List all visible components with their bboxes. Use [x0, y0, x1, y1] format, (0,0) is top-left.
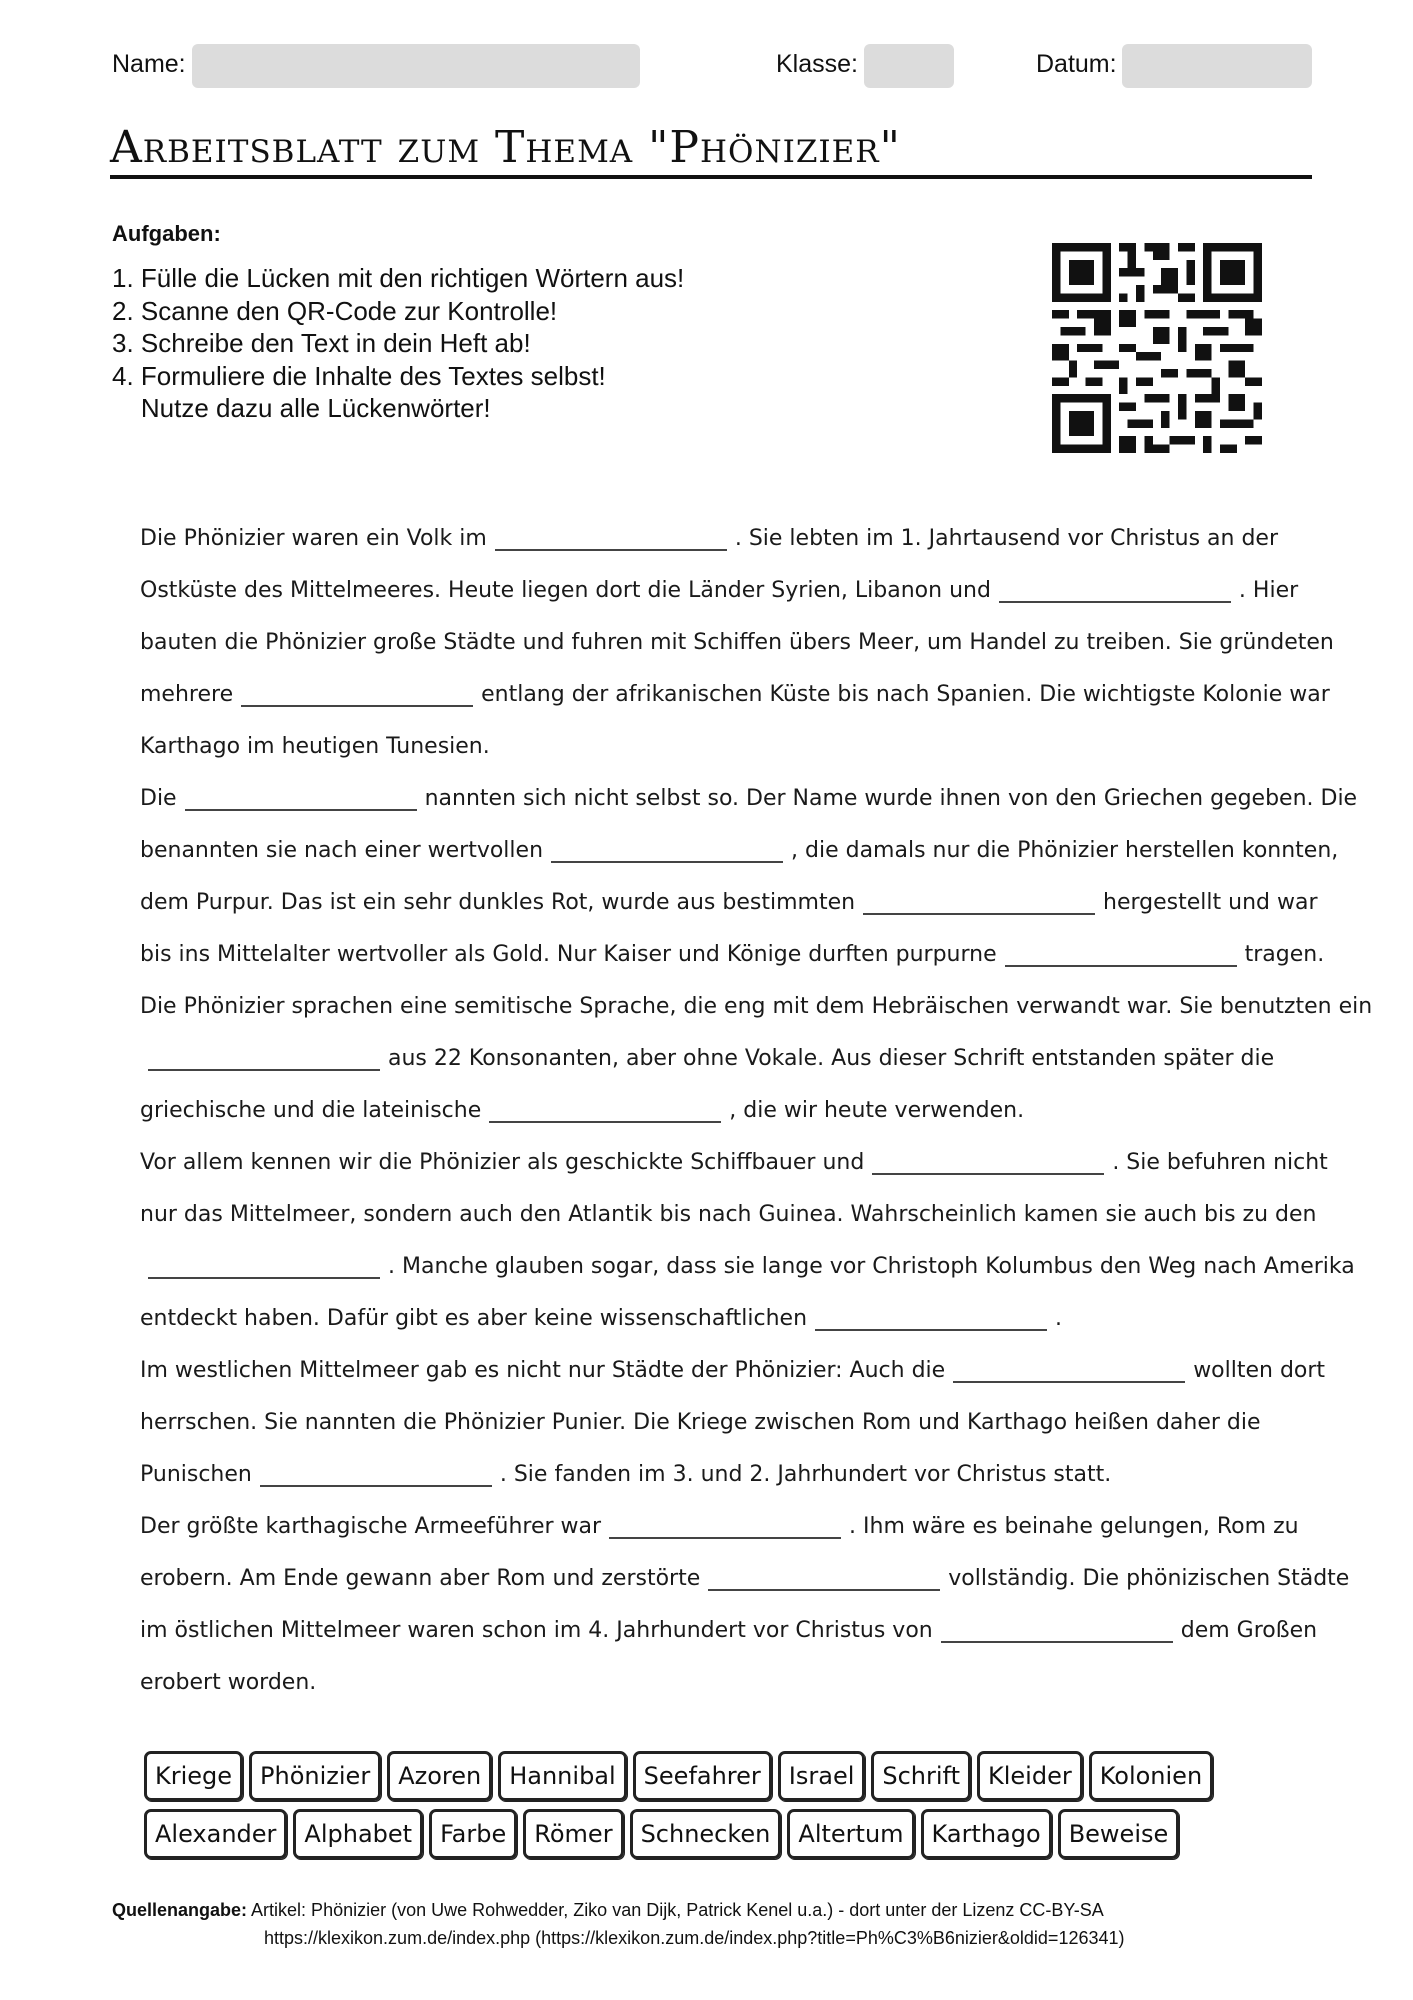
word-chip[interactable]: Alexander [144, 1809, 287, 1859]
cloze-text-segment: . Ihm wäre es beinahe gelungen, Rom zu [849, 1514, 1299, 1539]
aufgaben-label: Aufgaben: [112, 221, 221, 246]
cloze-line [140, 1397, 1290, 1449]
qr-code-icon[interactable] [1052, 243, 1262, 453]
cloze-text-segment: . Sie lebten im 1. Jahrtausend vor Christus an der [734, 526, 1278, 551]
name-field[interactable] [192, 44, 640, 88]
cloze-line [140, 1293, 1290, 1345]
cloze-line [140, 1241, 1355, 1293]
blank-field[interactable] [489, 1093, 721, 1123]
cloze-line [140, 1501, 1299, 1553]
cloze-text [140, 513, 1373, 1709]
cloze-text-segment: erobern. Am Ende gewann aber Rom und zerstörte [140, 1566, 701, 1591]
blank-field[interactable] [863, 885, 1095, 915]
word-chip[interactable]: Römer [523, 1809, 623, 1859]
cloze-text-segment: . Sie befuhren nicht [1112, 1150, 1328, 1175]
cloze-text-segment: dem Purpur. Das ist ein sehr dunkles Rot, wurde aus bestimmten [140, 890, 856, 915]
word-chip[interactable]: Alphabet [293, 1809, 423, 1859]
blank-field[interactable] [148, 1041, 380, 1071]
task-item: Nutze dazu alle Lückenwörter! [112, 393, 491, 423]
cloze-line [140, 721, 1290, 773]
blank-field[interactable] [815, 1301, 1047, 1331]
cloze-line [140, 669, 1330, 721]
word-chip[interactable]: Beweise [1058, 1809, 1180, 1859]
blank-field[interactable] [708, 1561, 940, 1591]
cloze-line [140, 1085, 1290, 1137]
cloze-text-segment: entdeckt haben. Dafür gibt es aber keine wissenschaftlichen [140, 1306, 808, 1331]
cloze-text-segment: vollständig. Die phönizischen Städte [948, 1566, 1350, 1591]
blank-field[interactable] [1005, 937, 1237, 967]
cloze-text-segment: entlang der afrikanischen Küste bis nach Spanien. Die wichtigste Kolonie war [481, 682, 1330, 707]
cloze-line [140, 1189, 1317, 1241]
cloze-text-segment: wollten dort [1193, 1358, 1326, 1383]
word-chip[interactable]: Schrift [871, 1751, 971, 1801]
cloze-text-segment: Karthago im heutigen Tunesien. [140, 734, 490, 759]
cloze-text-segment: , die damals nur die Phönizier herstellen konnten, [791, 838, 1339, 863]
word-chip[interactable]: Kolonien [1089, 1751, 1213, 1801]
blank-field[interactable] [999, 573, 1231, 603]
blank-field[interactable] [260, 1457, 492, 1487]
cloze-line [140, 565, 1299, 617]
word-chip[interactable]: Azoren [387, 1751, 492, 1801]
cloze-line [140, 825, 1339, 877]
source-line-1: Artikel: Phönizier (von Uwe Rohwedder, Ziko van Dijk, Patrick Kenel u.a.) - dort unter der Lizenz CC-BY-SA [251, 1900, 1104, 1920]
blank-field[interactable] [495, 521, 727, 551]
cloze-text-segment: benannten sie nach einer wertvollen [140, 838, 544, 863]
cloze-text-segment: aus 22 Konsonanten, aber ohne Vokale. Aus dieser Schrift entstanden später die [388, 1046, 1275, 1071]
word-chip[interactable]: Hannibal [498, 1751, 626, 1801]
cloze-text-segment: erobert worden. [140, 1670, 317, 1695]
cloze-line [140, 1345, 1326, 1397]
blank-field[interactable] [609, 1509, 841, 1539]
cloze-text-segment: dem Großen [1180, 1618, 1318, 1643]
cloze-text-segment: Vor allem kennen wir die Phönizier als geschickte Schiffbauer und [140, 1150, 865, 1175]
word-bank-row [144, 1809, 1179, 1859]
cloze-text-segment: . [1055, 1306, 1063, 1331]
klasse-field[interactable] [864, 44, 954, 88]
source-label: Quellenangabe: [112, 1900, 248, 1920]
word-chip[interactable]: Kleider [977, 1751, 1083, 1801]
task-item: 4. Formuliere die Inhalte des Textes selbst! [112, 360, 606, 391]
cloze-line [140, 1449, 1290, 1501]
cloze-text-segment: Die [140, 786, 177, 811]
page-title: Arbeitsblatt zum Thema "Phönizier" [110, 122, 901, 173]
cloze-line [140, 513, 1290, 565]
word-chip[interactable]: Karthago [921, 1809, 1052, 1859]
datum-label: Datum: [1036, 50, 1117, 78]
title-underline [110, 175, 1312, 179]
cloze-line [140, 1657, 1290, 1709]
word-chip[interactable]: Israel [778, 1751, 866, 1801]
cloze-text-segment: bis ins Mittelalter wertvoller als Gold. Nur Kaiser und Könige durften purpurne [140, 942, 997, 967]
task-item: 1. Fülle die Lücken mit den richtigen Wörtern aus! [112, 263, 685, 293]
cloze-text-segment: bauten die Phönizier große Städte und fuhren mit Schiffen übers Meer, um Handel zu treiben. Sie gründeten [140, 630, 1334, 655]
task-list [112, 262, 684, 425]
word-bank-row [144, 1751, 1213, 1801]
cloze-line [140, 1605, 1318, 1657]
cloze-text-segment: Die Phönizier waren ein Volk im [140, 526, 487, 551]
name-label: Name: [112, 50, 186, 78]
cloze-text-segment: . Hier [1238, 578, 1299, 603]
cloze-text-segment: mehrere [140, 682, 234, 707]
cloze-line [140, 877, 1318, 929]
cloze-text-segment: griechische und die lateinische [140, 1098, 482, 1123]
blank-field[interactable] [241, 677, 473, 707]
source-note [112, 1896, 1125, 1952]
datum-field[interactable] [1122, 44, 1312, 88]
word-chip[interactable]: Kriege [144, 1751, 243, 1801]
cloze-text-segment: . Sie fanden im 3. und 2. Jahrhundert vor Christus statt. [499, 1462, 1112, 1487]
blank-field[interactable] [551, 833, 783, 863]
cloze-text-segment: Punischen [140, 1462, 252, 1487]
cloze-line [140, 773, 1358, 825]
word-chip[interactable]: Farbe [429, 1809, 517, 1859]
cloze-text-segment: Ostküste des Mittelmeeres. Heute liegen dort die Länder Syrien, Libanon und [140, 578, 991, 603]
cloze-line [140, 617, 1334, 669]
blank-field[interactable] [185, 781, 417, 811]
cloze-line [140, 1553, 1350, 1605]
word-chip[interactable]: Seefahrer [633, 1751, 772, 1801]
cloze-text-segment: im östlichen Mittelmeer waren schon im 4. Jahrhundert vor Christus von [140, 1618, 933, 1643]
word-chip[interactable]: Altertum [787, 1809, 914, 1859]
cloze-line [140, 929, 1325, 981]
word-chip[interactable]: Schnecken [630, 1809, 782, 1859]
task-item: 2. Scanne den QR-Code zur Kontrolle! [112, 295, 558, 326]
cloze-line [140, 981, 1373, 1033]
blank-field[interactable] [953, 1353, 1185, 1383]
cloze-text-segment: nannten sich nicht selbst so. Der Name wurde ihnen von den Griechen gegeben. Die [424, 786, 1358, 811]
source-line-2: https://klexikon.zum.de/index.php (https://klexikon.zum.de/index.php?title=Ph%C3%B6nizier&oldid=126341) [264, 1928, 1125, 1948]
cloze-text-segment: hergestellt und war [1103, 890, 1318, 915]
cloze-text-segment: nur das Mittelmeer, sondern auch den Atlantik bis nach Guinea. Wahrscheinlich kamen sie auch bis zu den [140, 1202, 1317, 1227]
cloze-text-segment: . Manche glauben sogar, dass sie lange vor Christoph Kolumbus den Weg nach Amerika [388, 1254, 1355, 1279]
word-chip[interactable]: Phönizier [249, 1751, 381, 1801]
cloze-text-segment: Der größte karthagische Armeeführer war [140, 1514, 602, 1539]
blank-field[interactable] [941, 1613, 1173, 1643]
cloze-text-segment: tragen. [1244, 942, 1325, 967]
cloze-line [140, 1137, 1328, 1189]
cloze-text-segment: Die Phönizier sprachen eine semitische Sprache, die eng mit dem Hebräischen verwandt war. Sie benutzten ein [140, 994, 1373, 1019]
cloze-text-segment: , die wir heute verwenden. [729, 1098, 1025, 1123]
cloze-line [140, 1033, 1290, 1085]
klasse-label: Klasse: [776, 50, 858, 78]
cloze-text-segment: Im westlichen Mittelmeer gab es nicht nur Städte der Phönizier: Auch die [140, 1358, 946, 1383]
blank-field[interactable] [148, 1249, 380, 1279]
blank-field[interactable] [872, 1145, 1104, 1175]
task-item: 3. Schreibe den Text in dein Heft ab! [112, 328, 531, 358]
cloze-text-segment: herrschen. Sie nannten die Phönizier Punier. Die Kriege zwischen Rom und Karthago heißen daher die [140, 1410, 1261, 1435]
